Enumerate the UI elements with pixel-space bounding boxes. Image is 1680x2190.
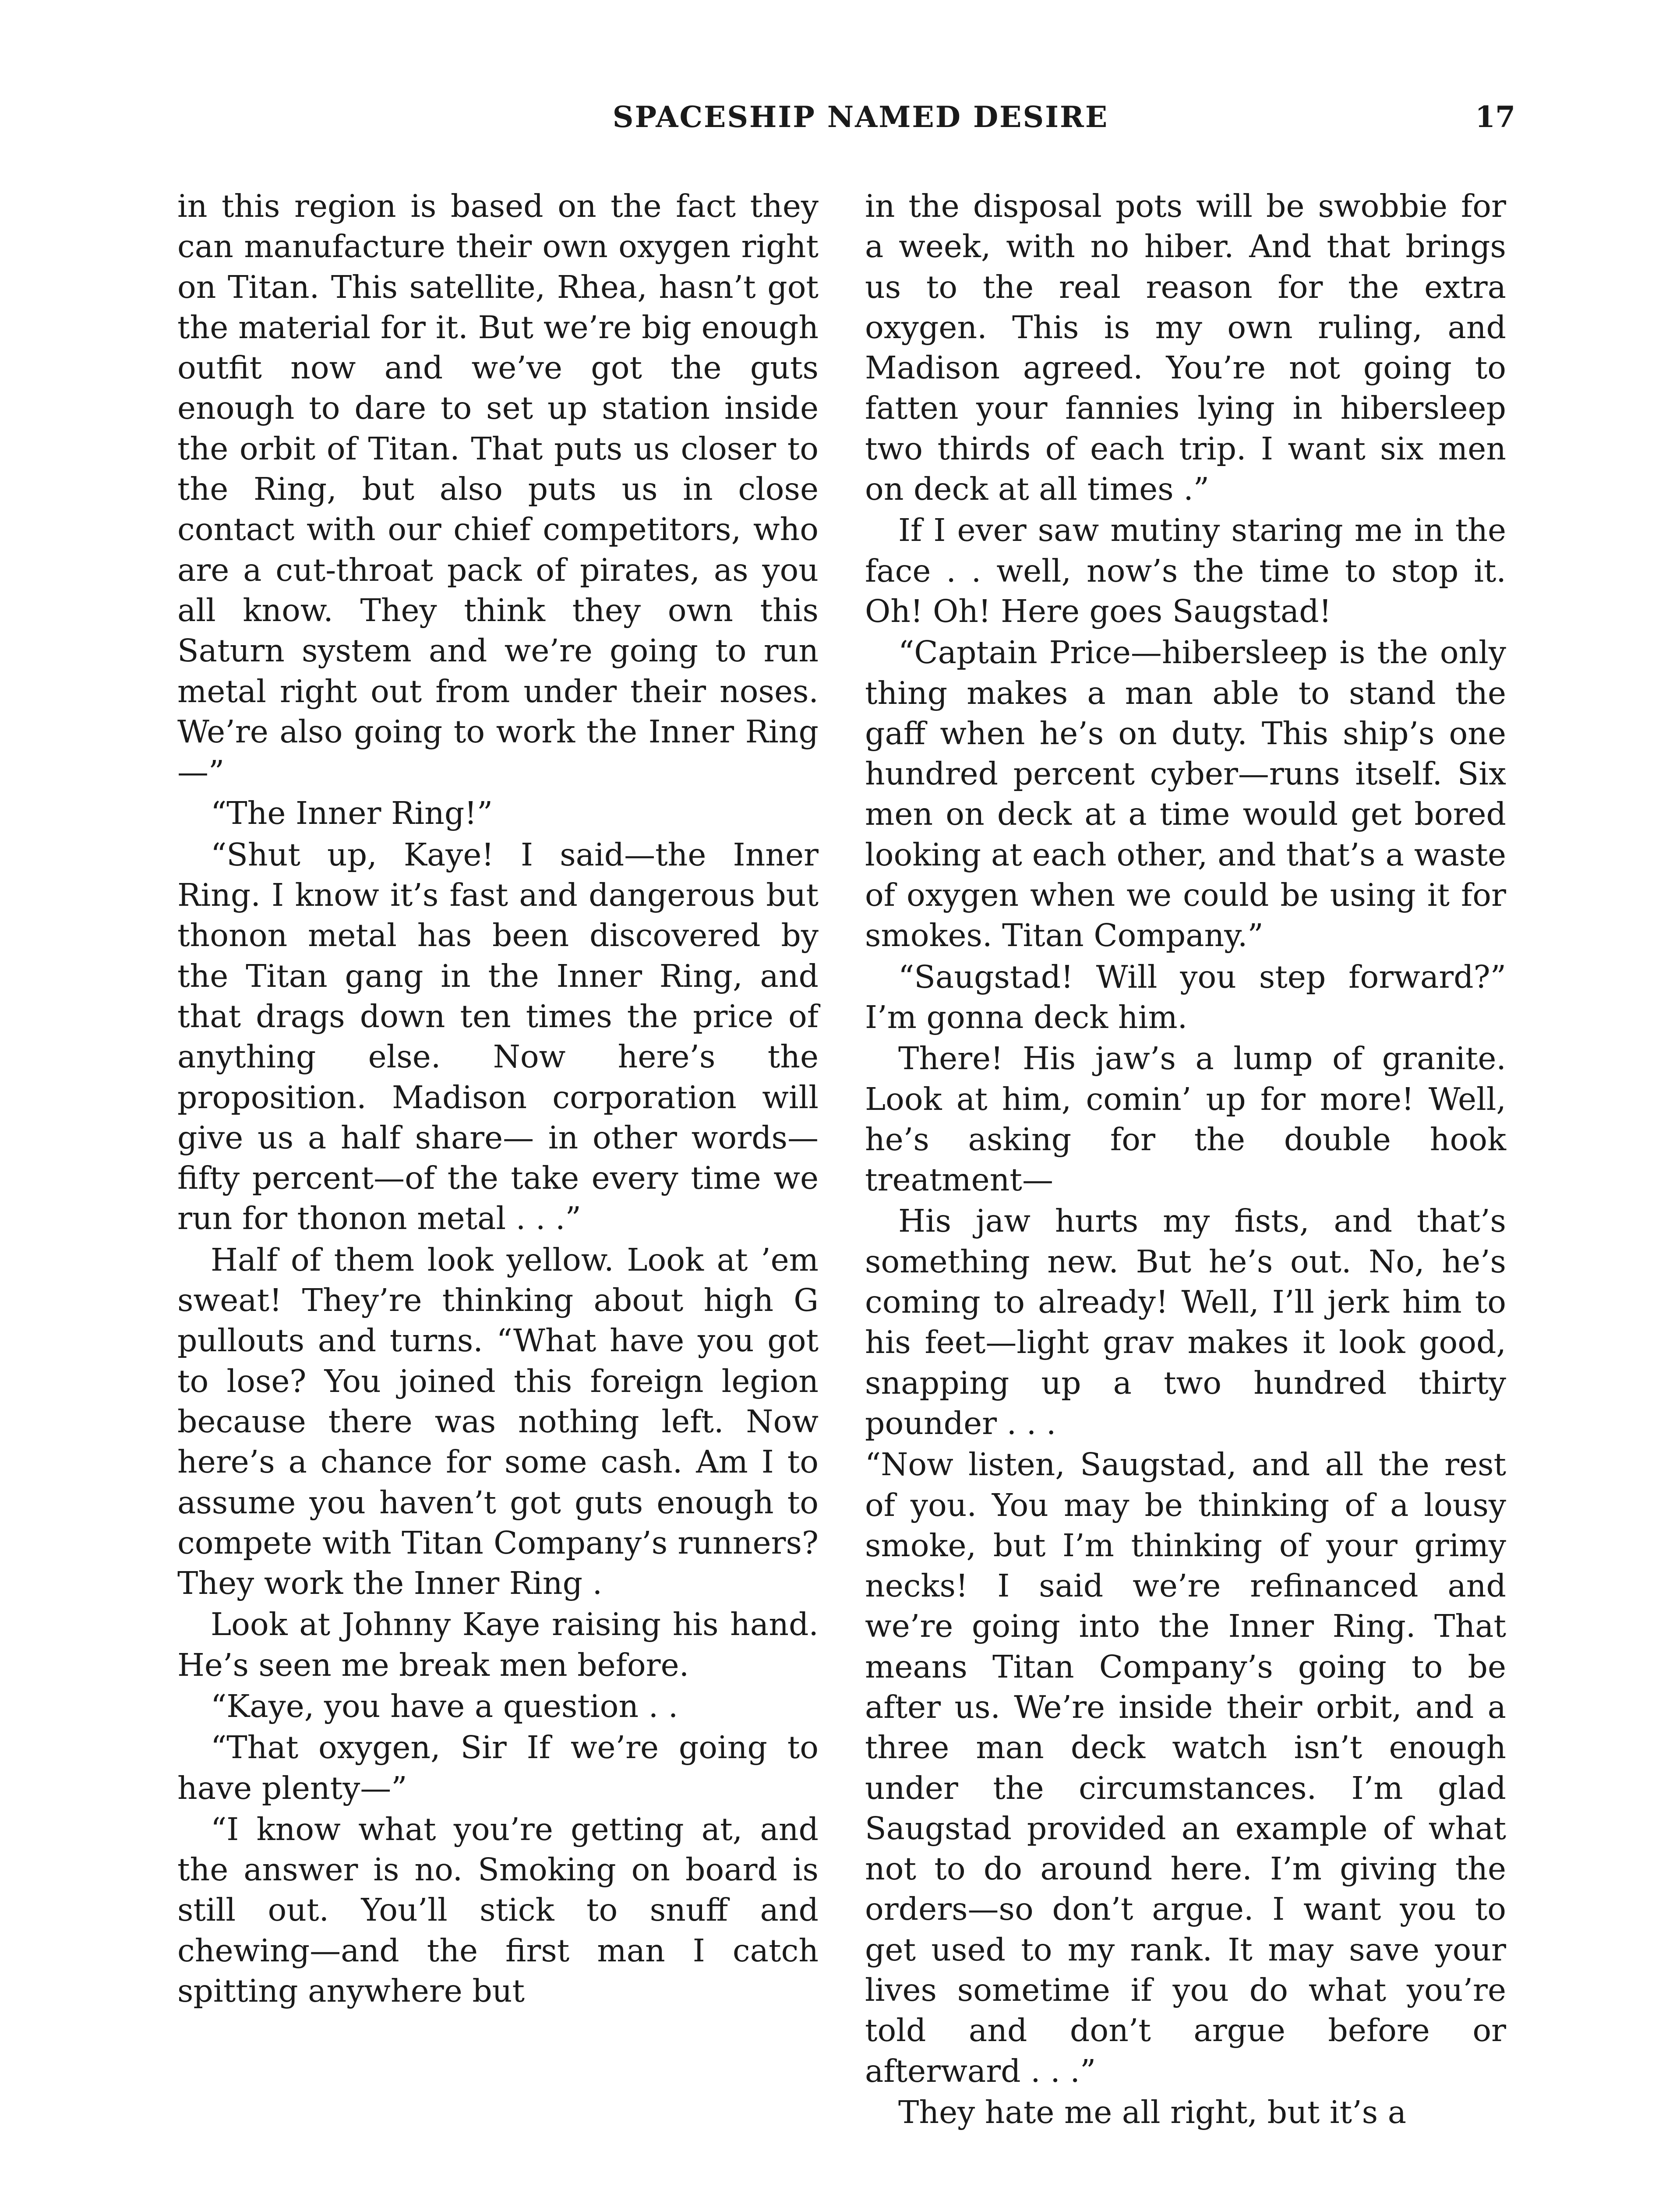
paragraph: His jaw hurts my fists, and that’s something new. But he’s out. No, he’s coming to already! Well, I’ll jerk him to his feet—light grav makes it look good, snapping up a two hundred thirty pounder . . .	[865, 1203, 1506, 1441]
paragraph: in this region is based on the fact they can manufacture their own oxygen right on Titan. This satellite, Rhea, hasn’t got the material for it. But we’re big enough outfit now and we’ve got the guts enough to dare to set up station inside the orbit of Titan. That puts us closer to the Ring, but also puts us in close contact with our chief competitors, who are a cut-throat pack of pirates, as you all know. They think they own this Saturn system and we’re going to run metal right out from under their noses. We’re also going to work the Inner Ring—”	[177, 188, 819, 791]
paragraph: “Kaye, you have a question . .	[211, 1688, 678, 1724]
paragraph: “Shut up, Kaye! I said—the Inner Ring. I know it’s fast and dangerous but thonon metal has been discovered by the Titan gang in the Inner Ring, and that drags down ten times the price of anything else. Now here’s the proposition. Madison corporation will give us a half share— in other words—fifty percent—of the take every time we run for thonon metal . . .”	[177, 836, 819, 1237]
right-column	[865, 186, 1506, 2133]
paragraph: “The Inner Ring!”	[211, 795, 493, 832]
paragraph: “I know what you’re getting at, and the answer is no. Smoking on board is still out. You’ll stick to snuff and chewing—and the first man I catch spitting anywhere but	[177, 1811, 819, 2010]
paragraph: Half of them look yellow. Look at ’em sweat! They’re thinking about high G pullouts and turns. “What have you got to lose? You joined this foreign legion because there was nothing left. Now here’s a chance for some cash. Am I to assume you haven’t got guts enough to compete with Titan Company’s runners? They work the Inner Ring .	[177, 1241, 819, 1602]
running-title: SPACESHIP NAMED DESIRE	[612, 100, 1109, 134]
paragraph: “Captain Price—hibersleep is the only thing makes a man able to stand the gaff when he’s on duty. This ship’s one hundred percent cyber—runs itself. Six men on deck at a time would get bored looking at each other, and that’s a waste of oxygen when we could be using it for smokes. Titan Company.”	[865, 634, 1506, 954]
page-header	[0, 100, 1680, 139]
paragraph: “Saugstad! Will you step forward?” I’m gonna deck him.	[865, 958, 1506, 1035]
paragraph: in the disposal pots will be swobbie for a week, with no hiber. And that brings us to the real reason for the extra oxygen. This is my own ruling, and Madison agreed. You’re not going to fatten your fannies lying in hibersleep two thirds of each trip. I want six men on deck at all times .”	[865, 188, 1506, 508]
paragraph: If I ever saw mutiny staring me in the face . . well, now’s the time to stop it. Oh! Oh! Here goes Saugstad!	[865, 512, 1506, 629]
page-number: 17	[1475, 100, 1515, 134]
paragraph: There! His jaw’s a lump of granite. Look at him, comin’ up for more! Well, he’s asking for the double hook treatment—	[865, 1040, 1506, 1198]
paragraph: They hate me all right, but it’s a	[898, 2094, 1407, 2130]
paragraph: Look at Johnny Kaye raising his hand. He’s seen me break men before.	[177, 1606, 819, 1683]
paragraph: “Now listen, Saugstad, and all the rest of you. You may be thinking of a lousy smoke, but I’m thinking of your grimy necks! I said we’re refinanced and we’re going into the Inner Ring. That means Titan Company’s going to be after us. We’re inside their orbit, and a three man deck watch isn’t enough under the circumstances. I’m glad Saugstad provided an example of what not to do around here. I’m giving the orders—so don’t argue. I want you to get used to my rank. It may save your lives sometime if you do what you’re told and don’t argue before or afterward . . .”	[865, 1446, 1506, 2089]
paragraph: “That oxygen, Sir If we’re going to have plenty—”	[177, 1729, 819, 1806]
left-column	[177, 186, 819, 2011]
